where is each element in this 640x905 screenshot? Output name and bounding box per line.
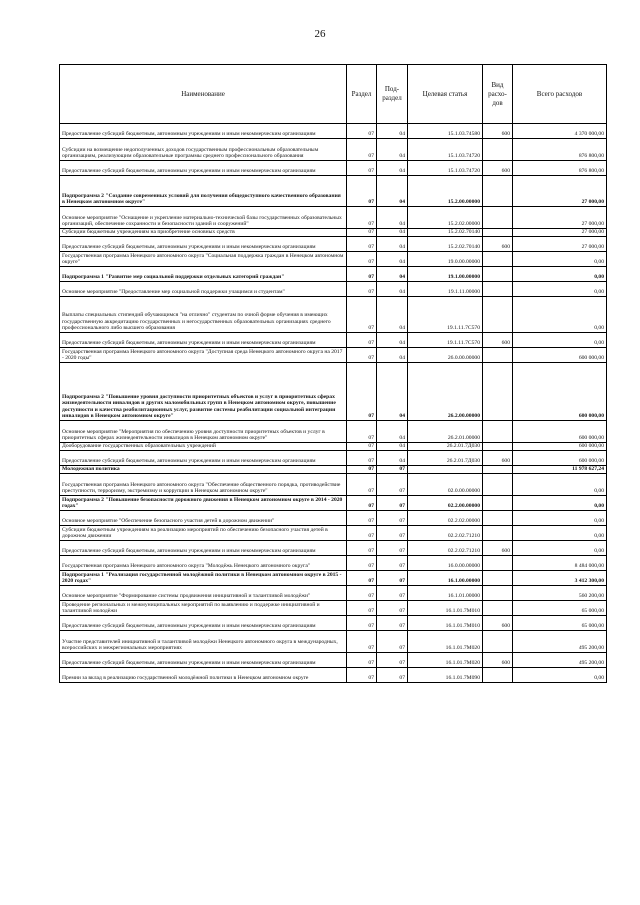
row-razdel: 07 bbox=[347, 451, 377, 466]
row-podrazdel: 04 bbox=[377, 207, 408, 229]
row-statya: 15.2.02.00000 bbox=[408, 207, 483, 229]
row-total: 11 978 627,24 bbox=[513, 466, 607, 474]
row-razdel: 07 bbox=[347, 363, 377, 421]
row-statya: 02.0.00.00000 bbox=[408, 474, 483, 496]
row-vid: 600 bbox=[483, 616, 513, 631]
table-row bbox=[60, 363, 607, 421]
row-razdel: 07 bbox=[347, 229, 377, 237]
row-total: 0,00 bbox=[513, 267, 607, 282]
row-vid bbox=[483, 556, 513, 571]
row-razdel: 07 bbox=[347, 252, 377, 267]
row-total: 0,00 bbox=[513, 474, 607, 496]
table-row bbox=[60, 653, 607, 668]
row-podrazdel: 04 bbox=[377, 139, 408, 161]
row-vid bbox=[483, 474, 513, 496]
row-name: Государственная программа Ненецкого автономного округа "Молодёжь Ненецкого автономного округа" bbox=[60, 556, 347, 571]
table-row bbox=[60, 124, 607, 139]
row-razdel: 07 bbox=[347, 161, 377, 176]
table-row bbox=[60, 511, 607, 526]
row-name: Подпрограмма 1 "Реализация государственной молодёжной политики в Ненецком автономном округе в 2015 - 2020 годах" bbox=[60, 571, 347, 586]
row-name: Предоставление субсидий бюджетным, автономным учреждениям и иным некоммерческим организациям bbox=[60, 653, 347, 668]
header-razdel: Раздел bbox=[347, 65, 377, 124]
row-total: 0,00 bbox=[513, 668, 607, 683]
row-statya: 02.2.00.00000 bbox=[408, 496, 483, 511]
row-statya: 16.1.00.00000 bbox=[408, 571, 483, 586]
row-name: Подпрограмма 1 "Развитие мер социальной поддержки отдельных категорий граждан" bbox=[60, 267, 347, 282]
row-total: 560 200,00 bbox=[513, 586, 607, 601]
header-podrazdel: Под-раздел bbox=[377, 65, 408, 124]
table-row bbox=[60, 333, 607, 348]
header-vid: Вид расхо-дов bbox=[483, 65, 513, 124]
table-row bbox=[60, 267, 607, 282]
row-vid: 600 bbox=[483, 451, 513, 466]
row-name: Предоставление субсидий бюджетным, автономным учреждениям и иным некоммерческим организациям bbox=[60, 161, 347, 176]
row-name: Основное мероприятие "Формирование системы продвижения инициативной и талантливой молодёжи" bbox=[60, 586, 347, 601]
table-row bbox=[60, 526, 607, 541]
row-podrazdel: 04 bbox=[377, 348, 408, 363]
row-name: Государственная программа Ненецкого автономного округа "Обеспечение общественного порядка, противодействие преступности, терроризму, экстремизму и коррупции в Ненецком автономном округе" bbox=[60, 474, 347, 496]
row-razdel: 07 bbox=[347, 176, 377, 207]
row-razdel: 07 bbox=[347, 207, 377, 229]
row-total: 0,00 bbox=[513, 511, 607, 526]
row-podrazdel: 07 bbox=[377, 631, 408, 653]
row-razdel: 07 bbox=[347, 616, 377, 631]
row-vid bbox=[483, 267, 513, 282]
table-row bbox=[60, 474, 607, 496]
row-razdel: 07 bbox=[347, 443, 377, 451]
row-total: 0,00 bbox=[513, 282, 607, 297]
row-total: 600 000,00 bbox=[513, 451, 607, 466]
row-total: 0,00 bbox=[513, 496, 607, 511]
row-name: Государственная программа Ненецкого автономного округа "Доступная среда Ненецкого автономного округа на 2017 - 2020 годы" bbox=[60, 348, 347, 363]
row-podrazdel: 07 bbox=[377, 474, 408, 496]
row-name: Молодежная политика bbox=[60, 466, 347, 474]
row-podrazdel: 07 bbox=[377, 616, 408, 631]
row-vid: 600 bbox=[483, 124, 513, 139]
row-statya: 16.1.01.7М090 bbox=[408, 668, 483, 683]
row-name: Участие представителей инициативной и талантливой молодёжи Ненецкого автономного округа в международных, всероссийских и межрегиональных мероприятиях bbox=[60, 631, 347, 653]
row-statya bbox=[408, 466, 483, 474]
row-vid bbox=[483, 496, 513, 511]
row-total: 65 000,00 bbox=[513, 616, 607, 631]
row-vid: 600 bbox=[483, 333, 513, 348]
row-statya: 26.0.00.00000 bbox=[408, 348, 483, 363]
row-razdel: 07 bbox=[347, 282, 377, 297]
row-podrazdel: 07 bbox=[377, 556, 408, 571]
row-vid bbox=[483, 526, 513, 541]
row-razdel: 07 bbox=[347, 496, 377, 511]
row-statya: 16.0.00.00000 bbox=[408, 556, 483, 571]
row-name: Подпрограмма 2 "Создание современных условий для получения общедоступного качественного образования в Ненецком автономном округе" bbox=[60, 176, 347, 207]
row-name: Основное мероприятие "Мероприятия по обеспечению уровня доступности приоритетных объектов и услуг в приоритетных сферах жизнедеятельности инвалидов в Ненецком автономном округе" bbox=[60, 421, 347, 443]
row-podrazdel: 04 bbox=[377, 161, 408, 176]
row-statya: 19.1.11.7С570 bbox=[408, 297, 483, 333]
table-row bbox=[60, 668, 607, 683]
row-total: 600 000,00 bbox=[513, 363, 607, 421]
row-name: Выплаты специальных стипендий обучающимся "на отлично" студентам по очной форме обучения в имеющих государственную аккредитацию государственных и негосударственных образовательных организациях среднего профессионального либо высшего образования bbox=[60, 297, 347, 333]
row-name: Государственная программа Ненецкого автономного округа "Социальная поддержка граждан в Ненецком автономном округе" bbox=[60, 252, 347, 267]
row-name: Предоставление субсидий бюджетным, автономным учреждениям и иным некоммерческим организациям bbox=[60, 616, 347, 631]
row-statya: 26.2.00.00000 bbox=[408, 363, 483, 421]
row-podrazdel: 07 bbox=[377, 571, 408, 586]
row-name: Субсидии бюджетным учреждениям на приобретение основных средств bbox=[60, 229, 347, 237]
row-total: 3 412 300,00 bbox=[513, 571, 607, 586]
row-statya: 16.1.01.7М010 bbox=[408, 616, 483, 631]
table-row bbox=[60, 282, 607, 297]
row-statya: 15.2.02.70140 bbox=[408, 229, 483, 237]
row-podrazdel: 04 bbox=[377, 176, 408, 207]
row-statya: 02.2.02.71210 bbox=[408, 541, 483, 556]
row-vid bbox=[483, 297, 513, 333]
row-podrazdel: 04 bbox=[377, 333, 408, 348]
row-vid bbox=[483, 363, 513, 421]
row-podrazdel: 04 bbox=[377, 282, 408, 297]
row-name: Предоставление субсидий бюджетным, автономным учреждениям и иным некоммерческим организациям bbox=[60, 451, 347, 466]
row-podrazdel: 07 bbox=[377, 668, 408, 683]
row-statya: 26.2.01.7Д030 bbox=[408, 443, 483, 451]
row-vid bbox=[483, 601, 513, 616]
row-name: Проведение региональных и межмуниципальных мероприятий по выявлению и поддержке инициативной и талантливой молодёжи bbox=[60, 601, 347, 616]
row-total: 0,00 bbox=[513, 541, 607, 556]
table-row bbox=[60, 348, 607, 363]
row-statya: 15.2.00.00000 bbox=[408, 176, 483, 207]
table-row bbox=[60, 571, 607, 586]
row-statya: 15.1.03.74580 bbox=[408, 124, 483, 139]
row-total: 495 200,00 bbox=[513, 653, 607, 668]
table-row bbox=[60, 443, 607, 451]
row-vid bbox=[483, 443, 513, 451]
table-row bbox=[60, 496, 607, 511]
row-name: Основное мероприятие "Оснащение и укрепление материально-технической базы государственных образовательных организаций, обеспечение сохранности и безопасности зданий и сооружений" bbox=[60, 207, 347, 229]
row-razdel: 07 bbox=[347, 421, 377, 443]
row-vid bbox=[483, 571, 513, 586]
row-vid bbox=[483, 207, 513, 229]
row-razdel: 07 bbox=[347, 586, 377, 601]
row-total: 0,00 bbox=[513, 333, 607, 348]
header-total: Всего расходов bbox=[513, 65, 607, 124]
row-podrazdel: 04 bbox=[377, 421, 408, 443]
row-vid bbox=[483, 229, 513, 237]
row-podrazdel: 07 bbox=[377, 541, 408, 556]
budget-table bbox=[59, 64, 607, 683]
row-vid bbox=[483, 282, 513, 297]
row-statya: 02.2.02.71210 bbox=[408, 526, 483, 541]
row-statya: 15.1.03.74720 bbox=[408, 139, 483, 161]
row-total: 65 000,00 bbox=[513, 601, 607, 616]
row-name: Основное мероприятие "Предоставление мер социальной поддержки учащимся и студентам" bbox=[60, 282, 347, 297]
row-razdel: 07 bbox=[347, 526, 377, 541]
table-row bbox=[60, 601, 607, 616]
row-name: Подпрограмма 2 "Повышение безопасности дорожного движения в Ненецком автономном округе в 2014 - 2020 годах" bbox=[60, 496, 347, 511]
row-podrazdel: 04 bbox=[377, 443, 408, 451]
row-vid bbox=[483, 421, 513, 443]
table-row bbox=[60, 421, 607, 443]
row-podrazdel: 07 bbox=[377, 496, 408, 511]
table-row bbox=[60, 237, 607, 252]
row-total: 600 000,00 bbox=[513, 421, 607, 443]
table-row bbox=[60, 139, 607, 161]
row-name: Основное мероприятие "Обеспечение безопасного участия детей в дорожном движении" bbox=[60, 511, 347, 526]
table-row bbox=[60, 631, 607, 653]
row-vid bbox=[483, 252, 513, 267]
row-total: 27 000,00 bbox=[513, 237, 607, 252]
header-statya: Целевая статья bbox=[408, 65, 483, 124]
row-vid bbox=[483, 348, 513, 363]
row-podrazdel: 07 bbox=[377, 466, 408, 474]
row-name: Субсидии на возмещение недополученных доходов государственным профессиональным образовательным организациям, реализующим образовательные программы среднего профессионального образования bbox=[60, 139, 347, 161]
row-vid: 600 bbox=[483, 161, 513, 176]
table-row bbox=[60, 252, 607, 267]
row-podrazdel: 04 bbox=[377, 297, 408, 333]
row-podrazdel: 07 bbox=[377, 511, 408, 526]
row-podrazdel: 04 bbox=[377, 363, 408, 421]
row-statya: 02.2.02.00000 bbox=[408, 511, 483, 526]
row-vid bbox=[483, 668, 513, 683]
row-statya: 19.1.11.7С570 bbox=[408, 333, 483, 348]
row-name: Предоставление субсидий бюджетным, автономным учреждениям и иным некоммерческим организациям bbox=[60, 124, 347, 139]
row-total: 27 000,00 bbox=[513, 207, 607, 229]
row-total: 600 000,00 bbox=[513, 443, 607, 451]
row-podrazdel: 04 bbox=[377, 451, 408, 466]
row-razdel: 07 bbox=[347, 571, 377, 586]
page-number: 26 bbox=[314, 28, 326, 40]
row-podrazdel: 07 bbox=[377, 653, 408, 668]
row-total: 876 800,00 bbox=[513, 161, 607, 176]
table-body bbox=[60, 124, 607, 683]
row-vid bbox=[483, 586, 513, 601]
row-razdel: 07 bbox=[347, 267, 377, 282]
row-statya: 26.2.01.00000 bbox=[408, 421, 483, 443]
row-total: 4 370 000,00 bbox=[513, 124, 607, 139]
row-razdel: 07 bbox=[347, 541, 377, 556]
row-statya: 16.1.01.7М010 bbox=[408, 601, 483, 616]
row-name: Предоставление субсидий бюджетным, автономным учреждениям и иным некоммерческим организациям bbox=[60, 541, 347, 556]
row-name: Предоставление субсидий бюджетным, автономным учреждениям и иным некоммерческим организациям bbox=[60, 333, 347, 348]
row-statya: 16.1.01.7М020 bbox=[408, 653, 483, 668]
row-razdel: 07 bbox=[347, 139, 377, 161]
row-name: Предоставление субсидий бюджетным, автономным учреждениям и иным некоммерческим организациям bbox=[60, 237, 347, 252]
row-razdel: 07 bbox=[347, 668, 377, 683]
row-statya: 15.1.03.74720 bbox=[408, 161, 483, 176]
row-name: Дооборудование государственных образовательных учреждений bbox=[60, 443, 347, 451]
row-vid: 600 bbox=[483, 653, 513, 668]
row-razdel: 07 bbox=[347, 124, 377, 139]
row-statya: 19.1.11.00000 bbox=[408, 282, 483, 297]
row-podrazdel: 04 bbox=[377, 229, 408, 237]
row-vid bbox=[483, 466, 513, 474]
table-row bbox=[60, 466, 607, 474]
row-total: 8 484 000,00 bbox=[513, 556, 607, 571]
row-total: 600 000,00 bbox=[513, 348, 607, 363]
row-podrazdel: 07 bbox=[377, 586, 408, 601]
row-statya: 16.1.01.7М020 bbox=[408, 631, 483, 653]
row-statya: 19.1.00.00000 bbox=[408, 267, 483, 282]
row-total: 27 000,00 bbox=[513, 229, 607, 237]
row-vid bbox=[483, 631, 513, 653]
row-vid bbox=[483, 176, 513, 207]
row-podrazdel: 04 bbox=[377, 237, 408, 252]
row-vid: 600 bbox=[483, 541, 513, 556]
row-total: 495 200,00 bbox=[513, 631, 607, 653]
table-row bbox=[60, 541, 607, 556]
table-row bbox=[60, 616, 607, 631]
row-name: Подпрограмма 2 "Повышение уровня доступности приоритетных объектов и услуг в приоритетных сферах жизнедеятельности инвалидов и других маломобильных групп в Ненецком автономном округе, повышение доступности и качества реабилитационных услуг, развитие системы реабилитации социальной интеграции инвалидов в Ненецком автономном округе" bbox=[60, 363, 347, 421]
row-total: 0,00 bbox=[513, 297, 607, 333]
row-razdel: 07 bbox=[347, 466, 377, 474]
table-row bbox=[60, 161, 607, 176]
row-name: Премии за вклад в реализацию государственной молодёжной политики в Ненецком автономном округе bbox=[60, 668, 347, 683]
table-row bbox=[60, 176, 607, 207]
row-total: 876 800,00 bbox=[513, 139, 607, 161]
row-razdel: 07 bbox=[347, 511, 377, 526]
row-podrazdel: 07 bbox=[377, 526, 408, 541]
table-header-row bbox=[60, 65, 607, 124]
row-podrazdel: 04 bbox=[377, 252, 408, 267]
table-row bbox=[60, 586, 607, 601]
row-statya: 16.1.01.00000 bbox=[408, 586, 483, 601]
row-name: Субсидии бюджетным учреждениям на реализацию мероприятий по обеспечению безопасного участия детей в дорожном движении bbox=[60, 526, 347, 541]
row-razdel: 07 bbox=[347, 653, 377, 668]
row-razdel: 07 bbox=[347, 297, 377, 333]
row-podrazdel: 04 bbox=[377, 267, 408, 282]
row-total: 0,00 bbox=[513, 252, 607, 267]
header-name: Наименование bbox=[60, 65, 347, 124]
row-razdel: 07 bbox=[347, 601, 377, 616]
row-podrazdel: 04 bbox=[377, 124, 408, 139]
row-total: 27 000,00 bbox=[513, 176, 607, 207]
row-razdel: 07 bbox=[347, 333, 377, 348]
row-razdel: 07 bbox=[347, 556, 377, 571]
row-statya: 26.2.01.7Д030 bbox=[408, 451, 483, 466]
table-row bbox=[60, 229, 607, 237]
table-row bbox=[60, 207, 607, 229]
row-razdel: 07 bbox=[347, 348, 377, 363]
row-podrazdel: 07 bbox=[377, 601, 408, 616]
row-vid bbox=[483, 511, 513, 526]
row-vid bbox=[483, 139, 513, 161]
row-total: 0,00 bbox=[513, 526, 607, 541]
row-razdel: 07 bbox=[347, 237, 377, 252]
row-razdel: 07 bbox=[347, 474, 377, 496]
row-statya: 15.2.02.70140 bbox=[408, 237, 483, 252]
table-row bbox=[60, 556, 607, 571]
row-statya: 19.0.00.00000 bbox=[408, 252, 483, 267]
row-vid: 600 bbox=[483, 237, 513, 252]
table-row bbox=[60, 297, 607, 333]
table-row bbox=[60, 451, 607, 466]
row-razdel: 07 bbox=[347, 631, 377, 653]
